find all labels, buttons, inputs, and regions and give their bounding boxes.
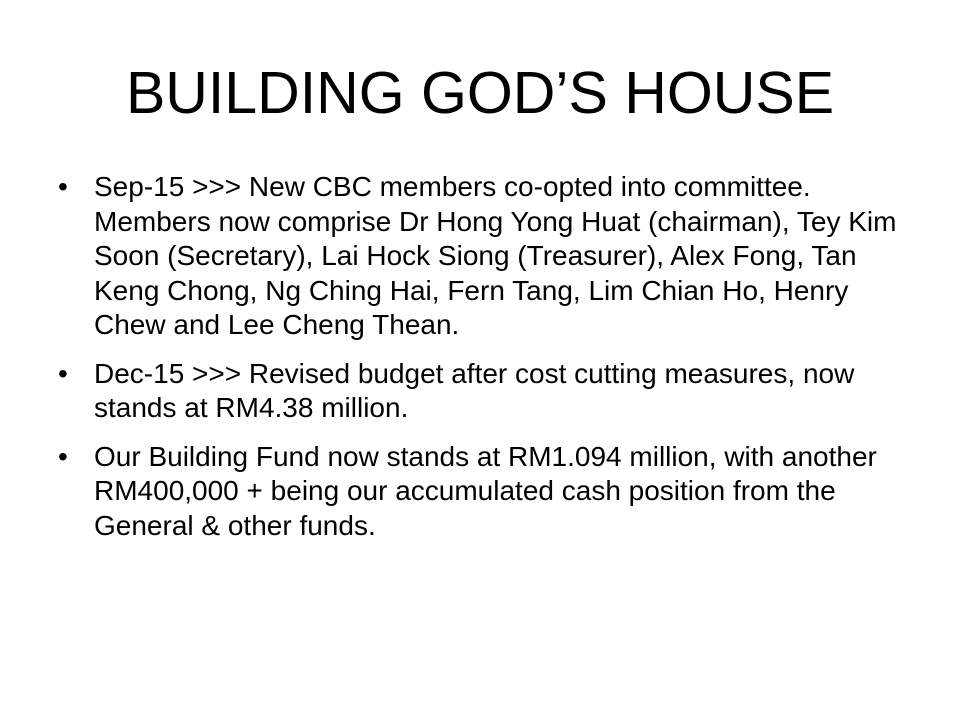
bullet-item-sep-15 [54, 170, 914, 343]
bullet-dot-icon: • [58, 171, 68, 202]
bullet-text: Sep-15 >>> New CBC members co-opted into committee. Members now comprise Dr Hong Yong Huat (chairman), Tey Kim Soon (Secretary), Lai Hock Siong (Treasurer), Alex Fong, Tan Keng Chong, Ng Ching Hai, Fern Tang, Lim Chian Ho, Henry Chew and Lee Cheng Thean. [94, 171, 897, 340]
bullet-item-building-fund [54, 440, 914, 544]
bullet-item-dec-15 [54, 357, 914, 426]
slide-title: BUILDING GOD’S HOUSE [125, 60, 835, 126]
bullet-list [54, 170, 914, 557]
bullet-dot-icon: • [58, 357, 68, 389]
bullet-text: Dec-15 >>> Revised budget after cost cutting measures, now stands at RM4.38 million. [94, 357, 855, 423]
bullet-text: Our Building Fund now stands at RM1.094 million, with another RM400,000 + being our accumulated cash position from the General & other funds. [94, 440, 877, 541]
bullet-dot-icon: • [58, 440, 68, 472]
